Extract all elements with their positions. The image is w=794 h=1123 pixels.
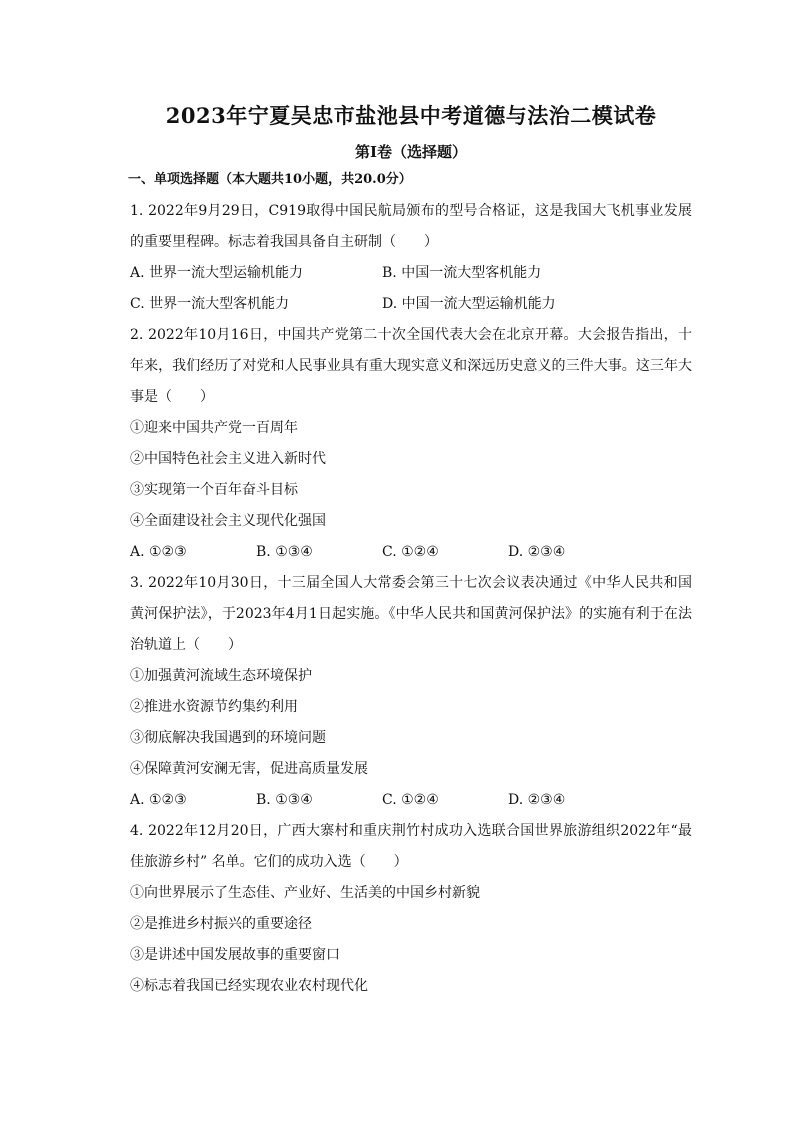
option-d: D. 中国一流大型运输机能力 xyxy=(382,296,556,312)
answer-options xyxy=(130,785,692,816)
statement-item: ②中国特色社会主义进入新时代 xyxy=(130,451,326,467)
statement-item: ③实现第一个百年奋斗目标 xyxy=(130,482,298,498)
statement-item: ④保障黄河安澜无害，促进高质量发展 xyxy=(130,761,368,777)
statement-item: ③彻底解决我国遇到的环境问题 xyxy=(130,730,326,746)
question-1 xyxy=(130,196,692,320)
option-a: A. 世界一流大型运输机能力 xyxy=(130,265,304,281)
option-b: B. ①③④ xyxy=(256,792,313,808)
question-2 xyxy=(130,320,692,568)
question-3 xyxy=(130,568,692,816)
statement-item: ②推进水资源节约集约利用 xyxy=(130,699,298,715)
option-a: A. ①②③ xyxy=(130,544,187,560)
statement-item: ②是推进乡村振兴的重要途径 xyxy=(130,916,312,932)
statement-item: ④标志着我国已经实现农业农村现代化 xyxy=(130,978,368,994)
statement-item: ①向世界展示了生态佳、产业好、生活美的中国乡村新貌 xyxy=(130,885,480,901)
section-heading: 一、单项选择题（本大题共10小题，共20.0分） xyxy=(128,172,412,187)
statement-item: ①加强黄河流域生态环境保护 xyxy=(130,668,312,684)
question-stem: 1. 2022年9月29日，C919取得中国民航局颁布的型号合格证，这是我国大飞机事业发展的重要里程碑。标志着我国具备自主研制（ ） xyxy=(130,203,692,250)
option-b: B. 中国一流大型客机能力 xyxy=(382,265,542,281)
question-stem: 2. 2022年10月16日，中国共产党第二十次全国代表大会在北京开幕。大会报告指出，十年来，我们经历了对党和人民事业具有重大现实意义和深远历史意义的三件大事。这三年大事是（ ） xyxy=(130,327,692,405)
answer-options xyxy=(130,537,692,568)
exam-page xyxy=(130,100,692,1002)
question-4 xyxy=(130,816,692,1002)
question-stem: 4. 2022年12月20日，广西大寨村和重庆荆竹村成功入选联合国世界旅游组织2022年“最佳旅游乡村” 名单。它们的成功入选（ ） xyxy=(130,823,692,870)
option-a: A. ①②③ xyxy=(130,792,187,808)
answer-options xyxy=(130,258,692,320)
option-d: D. ②③④ xyxy=(508,792,566,808)
question-stem: 3. 2022年10月30日，十三届全国人大常委会第三十七次会议表决通过《中华人民共和国黄河保护法》，于2023年4月1日起实施。《中华人民共和国黄河保护法》的实施有利于在法治轨道上（ ） xyxy=(130,575,692,653)
option-c: C. ①②④ xyxy=(382,544,439,560)
volume-heading: 第I卷（选择题） xyxy=(354,143,468,161)
statement-item: ③是讲述中国发展故事的重要窗口 xyxy=(130,947,340,963)
statement-item: ④全面建设社会主义现代化强国 xyxy=(130,513,326,529)
exam-title: 2023年宁夏吴忠市盐池县中考道德与法治二模试卷 xyxy=(165,103,657,128)
option-b: B. ①③④ xyxy=(256,544,313,560)
option-c: C. 世界一流大型客机能力 xyxy=(130,296,290,312)
option-c: C. ①②④ xyxy=(382,792,439,808)
option-d: D. ②③④ xyxy=(508,544,566,560)
statement-item: ①迎来中国共产党一百周年 xyxy=(130,420,298,436)
